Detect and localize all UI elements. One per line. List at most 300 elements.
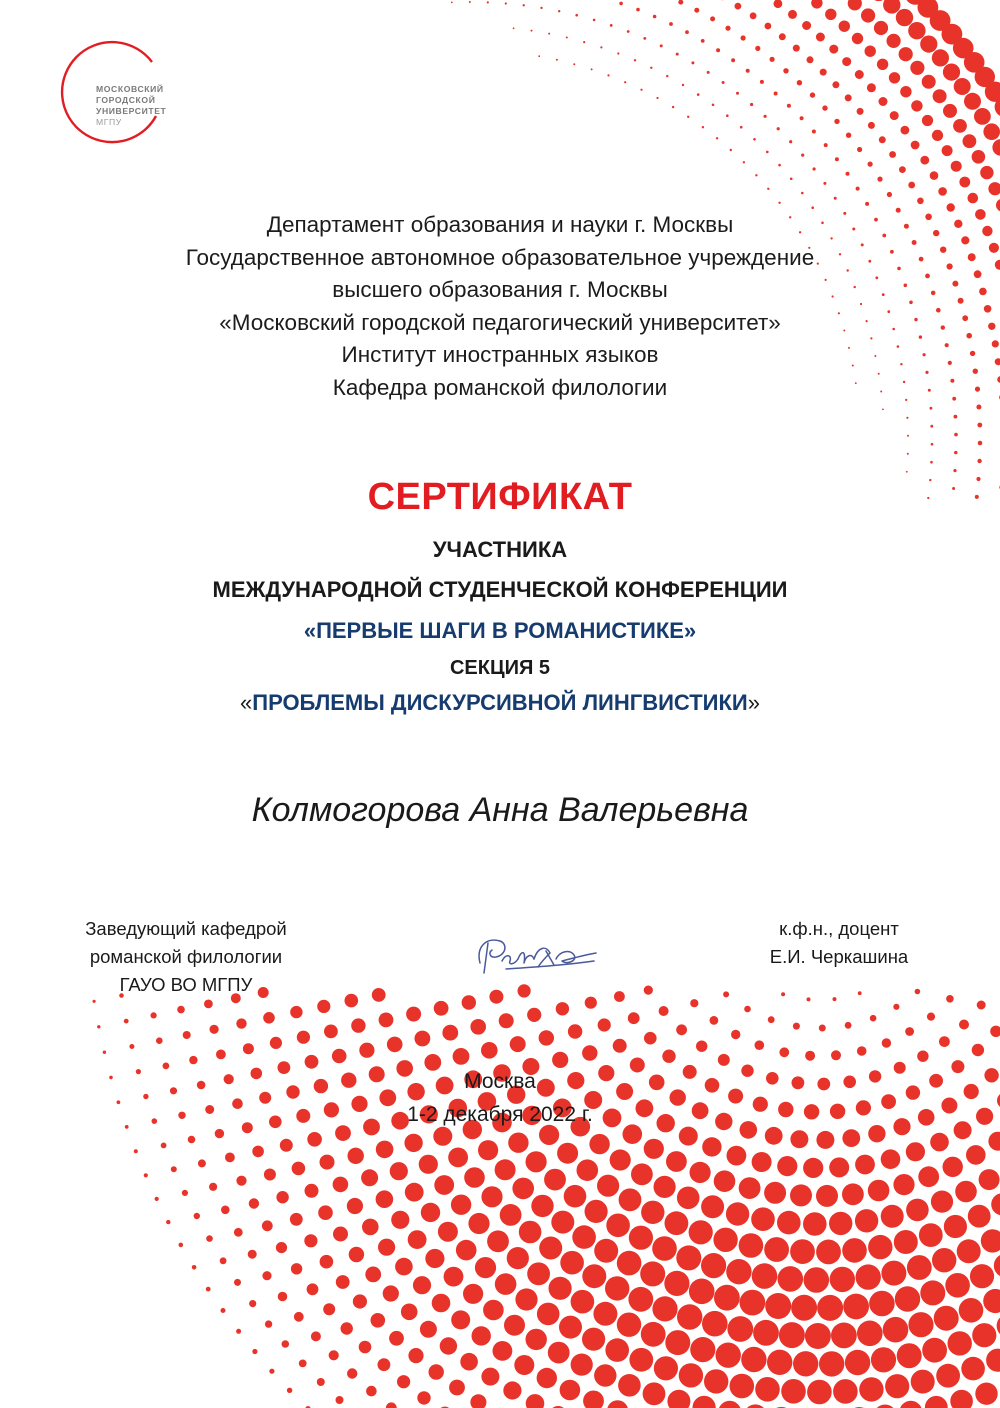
decorative-dot: [803, 1212, 827, 1236]
decorative-dot: [144, 1173, 148, 1177]
decorative-dot: [788, 10, 797, 19]
decorative-dot: [920, 156, 929, 165]
decorative-dot: [702, 1137, 721, 1156]
decorative-dot: [959, 177, 970, 188]
decorative-dot: [636, 8, 640, 12]
decorative-dot: [262, 1271, 271, 1280]
decorative-dot: [918, 1166, 939, 1187]
decorative-dot: [151, 1012, 157, 1018]
decorative-dot: [766, 151, 769, 154]
decorative-dot: [556, 1002, 569, 1015]
decorative-dot: [791, 1295, 817, 1321]
decorative-dot: [216, 1050, 226, 1060]
decorative-dot: [907, 453, 909, 455]
decorative-dot: [899, 166, 906, 173]
decorative-dot: [559, 1316, 582, 1339]
decorative-dot: [820, 69, 827, 76]
decorative-dot: [280, 1139, 293, 1152]
decorative-dot: [716, 137, 718, 139]
decorative-dot: [276, 1242, 287, 1253]
decorative-dot: [610, 24, 613, 27]
decorative-dot: [842, 1183, 864, 1205]
decorative-dot: [676, 1024, 687, 1035]
decorative-dot: [652, 1296, 677, 1321]
decorative-dot: [650, 67, 652, 69]
decorative-dot: [171, 1166, 177, 1172]
decorative-dot: [932, 130, 943, 141]
decorative-dot: [701, 1195, 724, 1218]
decorative-dot: [383, 1285, 399, 1301]
decorative-dot: [225, 1153, 235, 1163]
decorative-dot: [366, 1386, 377, 1397]
decorative-dot: [829, 1212, 852, 1235]
decorative-dot: [644, 1032, 657, 1045]
logo-abbreviation: МГПУ: [96, 117, 122, 127]
decorative-dot: [702, 126, 704, 128]
decorative-dot: [829, 45, 838, 54]
decorative-dot: [206, 1287, 211, 1292]
decorative-dot: [955, 1181, 977, 1203]
decorative-dot: [460, 1353, 478, 1371]
decorative-dot: [560, 1251, 584, 1275]
decorative-dot: [906, 1199, 929, 1222]
decorative-dot: [527, 1262, 550, 1285]
decorative-dot: [869, 1291, 895, 1317]
decorative-dot: [988, 1132, 1000, 1151]
decorative-dot: [660, 44, 663, 47]
decorative-dot: [560, 1380, 581, 1401]
decorative-dot: [777, 1211, 801, 1235]
decorative-dot: [434, 1175, 454, 1195]
decorative-dot: [953, 119, 967, 133]
decorative-dot: [531, 30, 533, 32]
decorative-dot: [606, 1214, 630, 1238]
decorative-dot: [463, 1284, 483, 1304]
decorative-dot: [329, 1350, 339, 1360]
decorative-dot: [852, 33, 863, 44]
decorative-dot: [816, 1185, 838, 1207]
decorative-dot: [641, 1322, 666, 1347]
decorative-dot: [871, 1347, 896, 1372]
decorative-dot: [789, 140, 792, 143]
decorative-dot: [868, 122, 875, 129]
decorative-dot: [489, 990, 503, 1004]
decorative-dot: [577, 1159, 599, 1181]
decorative-dot: [192, 1265, 197, 1270]
decorative-dot: [379, 1013, 394, 1028]
issuer-line: высшего образования г. Москвы: [332, 277, 668, 303]
decorative-dot: [790, 1130, 808, 1148]
decorative-dot: [589, 1134, 609, 1154]
decorative-dot: [726, 114, 729, 117]
decorative-dot: [920, 1280, 945, 1305]
decorative-dot: [712, 104, 715, 107]
decorative-dot: [817, 1295, 843, 1321]
decorative-dot: [899, 47, 913, 61]
decorative-dot: [462, 995, 476, 1009]
decorative-dot: [741, 1347, 766, 1372]
decorative-dot: [526, 1329, 547, 1350]
decorative-dot: [744, 1006, 751, 1013]
decorative-dot: [905, 1027, 914, 1036]
decorative-dot: [390, 1162, 408, 1180]
quote-close: »: [747, 690, 760, 715]
decorative-dot: [930, 461, 933, 464]
decorative-dot: [939, 1036, 950, 1047]
decorative-dot: [831, 1050, 841, 1060]
decorative-dot: [206, 1235, 213, 1242]
decorative-dot: [890, 111, 899, 120]
decorative-dot: [691, 61, 694, 64]
decorative-dot: [362, 1219, 379, 1236]
decorative-dot: [930, 407, 933, 410]
decorative-dot: [731, 1030, 740, 1039]
decorative-dot: [464, 1167, 485, 1188]
decorative-dot: [779, 33, 786, 40]
decorative-dot: [503, 1381, 521, 1399]
decorative-dot: [505, 2, 507, 4]
decorative-dot: [652, 1236, 677, 1261]
issuer-block: [0, 209, 1000, 405]
decorative-dot: [834, 197, 837, 200]
decorative-dot: [922, 115, 933, 126]
decorative-dot: [911, 100, 922, 111]
decorative-dot: [889, 72, 900, 83]
logo-line: МОСКОВСКИЙ: [96, 84, 164, 94]
decorative-dot: [943, 1157, 963, 1177]
decorative-dot: [307, 1283, 319, 1295]
decorative-dot: [425, 1249, 444, 1268]
decorative-dot: [690, 1162, 711, 1183]
decorative-dot: [495, 1159, 516, 1180]
decorative-dot: [716, 1343, 741, 1368]
decorative-dot: [539, 1030, 554, 1045]
decorative-dot: [336, 1396, 344, 1404]
decorative-dot: [931, 1191, 953, 1213]
decorative-dot: [959, 1298, 984, 1323]
decorative-dot: [790, 178, 793, 181]
decorative-dot: [662, 1050, 675, 1063]
decorative-dot: [188, 1136, 196, 1144]
decorative-dot: [585, 1200, 608, 1223]
decorative-dot: [777, 127, 780, 130]
decorative-dot: [977, 459, 981, 463]
decorative-dot: [617, 52, 619, 54]
decorative-dot: [774, 0, 783, 8]
decorative-dot: [845, 1022, 852, 1029]
section-number: СЕКЦИЯ 5: [449, 657, 551, 679]
decorative-dot: [725, 26, 730, 31]
decorative-dot: [644, 986, 653, 995]
decorative-dot: [842, 57, 851, 66]
decorative-dot: [515, 1288, 537, 1310]
decorative-dot: [882, 1038, 891, 1047]
decorative-dot: [781, 992, 785, 996]
decorative-dot: [395, 1258, 413, 1276]
decorative-dot: [189, 1056, 197, 1064]
decorative-dot: [770, 57, 775, 62]
decorative-dot: [810, 92, 815, 97]
decorative-dot: [767, 1350, 792, 1375]
decorative-dot: [378, 1358, 391, 1371]
decorative-dot: [594, 1364, 616, 1386]
decorative-dot: [97, 1025, 100, 1028]
decorative-dot: [752, 1152, 772, 1172]
decorative-dot: [793, 1351, 818, 1376]
decorative-dot: [347, 1368, 357, 1378]
decorative-dot: [487, 1230, 509, 1252]
decorative-dot: [908, 22, 925, 39]
decorative-dot: [656, 97, 658, 99]
decorative-dot: [182, 1190, 188, 1196]
decorative-dot: [472, 1326, 491, 1345]
decorative-dot: [341, 1322, 353, 1334]
decorative-dot: [845, 1350, 870, 1375]
decorative-dot: [832, 81, 839, 88]
decorative-dot: [391, 1211, 409, 1229]
decorative-dot: [917, 198, 924, 205]
decorative-dot: [349, 1247, 364, 1262]
decorative-dot: [665, 1211, 689, 1235]
issuer-line: Институт иностранных языков: [341, 342, 659, 368]
decorative-dot: [857, 1046, 867, 1056]
decorative-dot: [333, 1227, 348, 1242]
decorative-dot: [813, 167, 816, 170]
decorative-dot: [997, 1314, 1000, 1338]
decorative-dot: [628, 1287, 653, 1312]
decorative-dot: [701, 1253, 726, 1278]
decorative-dot: [687, 116, 689, 118]
position-line: Заведующий кафедрой: [85, 918, 287, 939]
decorative-dot: [807, 997, 811, 1001]
decorative-dot: [915, 989, 921, 995]
decorative-dot: [640, 1261, 665, 1286]
decorative-dot: [889, 151, 896, 158]
decorative-dot: [323, 1303, 335, 1315]
decorative-dot: [317, 1378, 325, 1386]
decorative-dot: [564, 1185, 587, 1208]
decorative-dot: [950, 1390, 973, 1408]
decorative-dot: [779, 1322, 805, 1348]
decorative-dot: [879, 97, 888, 106]
decorative-dot: [713, 1228, 737, 1252]
decorative-dot: [823, 182, 826, 185]
decorative-dot: [605, 1338, 629, 1362]
decorative-dot: [519, 1221, 542, 1244]
decorative-dot: [607, 74, 609, 76]
decorative-dot: [304, 1234, 317, 1247]
decorative-dot: [736, 92, 739, 95]
decorative-dot: [907, 1255, 932, 1280]
decorative-dot: [857, 1321, 883, 1347]
decorative-dot: [124, 1019, 129, 1024]
decorative-dot: [979, 1169, 1000, 1190]
decorative-dot: [877, 177, 882, 182]
decorative-dot: [548, 33, 550, 35]
decorative-dot: [469, 1, 471, 3]
decorative-dot: [408, 1230, 427, 1249]
logo-text: [96, 84, 206, 128]
decorative-dot: [438, 1222, 458, 1242]
decorative-dot: [778, 202, 780, 204]
decorative-dot: [797, 80, 802, 85]
decorative-dot: [676, 53, 679, 56]
decorative-dot: [548, 1342, 570, 1364]
decorative-dot: [922, 75, 936, 89]
decorative-dot: [234, 1228, 243, 1237]
decorative-dot: [822, 105, 827, 110]
decorative-dot: [954, 433, 958, 437]
decorative-dot: [722, 81, 725, 84]
decorative-dot: [345, 994, 359, 1008]
decorative-dot: [714, 1170, 736, 1192]
decorative-dot: [179, 1243, 184, 1248]
decorative-dot: [248, 1250, 257, 1259]
decorative-dot: [753, 1320, 779, 1346]
decorative-dot: [944, 1215, 967, 1238]
decorative-dot: [696, 1041, 707, 1052]
decorative-dot: [434, 1001, 449, 1016]
decorative-dot: [974, 108, 991, 125]
decorative-dot: [790, 1184, 812, 1206]
decorative-dot: [634, 59, 636, 61]
decorative-dot: [556, 59, 558, 61]
decorative-dot: [676, 1245, 701, 1270]
decorative-dot: [906, 1142, 925, 1161]
decorative-dot: [317, 1000, 330, 1013]
decorative-dot: [930, 1133, 949, 1152]
decorative-dot: [893, 1004, 899, 1010]
decorative-dot: [523, 4, 525, 6]
decorative-dot: [500, 1204, 522, 1226]
decorative-dot: [740, 1290, 766, 1316]
decorative-dot: [887, 192, 892, 197]
decorative-dot: [324, 1025, 338, 1039]
section-title: [0, 690, 1000, 716]
decorative-dot: [166, 1220, 170, 1224]
decorative-dot: [920, 36, 937, 53]
decorative-dot: [856, 1264, 881, 1289]
handwritten-signature: [466, 925, 602, 981]
decorative-dot: [376, 1141, 394, 1159]
decorative-dot: [714, 1285, 740, 1311]
decorative-dot: [487, 1, 489, 3]
decorative-dot: [290, 1213, 303, 1226]
decorative-dot: [618, 1374, 641, 1397]
decorative-dot: [666, 1151, 687, 1172]
decorative-dot: [874, 21, 888, 35]
decorative-dot: [896, 9, 913, 26]
decorative-dot: [910, 61, 924, 75]
decorative-dot: [895, 1286, 920, 1311]
decorative-dot: [610, 1149, 631, 1170]
decorative-dot: [707, 71, 710, 74]
decorative-dot: [833, 997, 837, 1001]
conference-type: МЕЖДУНАРОДНОЙ СТУДЕНЧЕСКОЙ КОНФЕРЕНЦИИ: [212, 577, 788, 602]
decorative-dot: [404, 1134, 422, 1152]
decorative-dot: [408, 1348, 423, 1363]
decorative-dot: [493, 1341, 513, 1361]
decorative-dot: [908, 1312, 933, 1337]
decorative-dot: [730, 149, 732, 151]
decorative-dot: [510, 1036, 526, 1052]
city: Москва: [464, 1070, 536, 1093]
decorative-dot: [846, 172, 850, 176]
decorative-dot: [557, 1143, 578, 1164]
decorative-dot: [221, 1206, 230, 1215]
decorative-dot: [198, 1159, 206, 1167]
decorative-dot: [544, 1169, 566, 1191]
signatory-name: Е.И. Черкашина: [769, 946, 909, 967]
decorative-dot: [155, 1197, 159, 1201]
decorative-dot: [954, 451, 957, 454]
decorative-dot: [644, 1139, 664, 1159]
decorative-dot: [865, 202, 869, 206]
decorative-dot: [994, 1254, 1000, 1278]
decorative-dot: [451, 1310, 470, 1329]
decorative-dot: [727, 1316, 753, 1342]
decorative-dot: [857, 147, 862, 152]
decorative-dot: [755, 174, 757, 176]
decorative-dot: [640, 89, 642, 91]
decorative-dot: [252, 1349, 257, 1354]
decorative-dot: [824, 143, 828, 147]
decorative-dot: [831, 1323, 857, 1349]
decorative-dot: [481, 1368, 499, 1386]
decorative-dot: [906, 417, 908, 419]
decorative-dot: [93, 1000, 96, 1003]
decorative-dot: [726, 1259, 751, 1284]
decorative-dot: [804, 1267, 830, 1293]
decorative-dot: [677, 1304, 702, 1329]
decorative-dot: [857, 108, 864, 115]
decorative-dot: [415, 1031, 431, 1047]
decorative-dot: [571, 1290, 595, 1314]
decorative-dot: [930, 425, 933, 428]
decorative-dot: [704, 1369, 728, 1393]
decorative-dot: [440, 1337, 457, 1354]
decorative-dot: [972, 1044, 984, 1056]
decorative-dot: [848, 0, 862, 10]
decorative-dot: [583, 41, 585, 43]
decorative-dot: [943, 104, 957, 118]
decorative-dot: [983, 123, 1000, 140]
decorative-dot: [290, 1006, 302, 1018]
decorative-dot: [538, 55, 540, 57]
decorative-dot: [932, 49, 949, 66]
decorative-dot: [919, 1223, 943, 1247]
decorative-dot: [966, 1145, 986, 1165]
decorative-dot: [401, 1304, 418, 1321]
participant-name: Колмогорова Анна Валерьевна: [251, 791, 749, 829]
decorative-dot: [264, 1169, 276, 1181]
decorative-dot: [624, 81, 626, 83]
decorative-dot: [597, 1175, 619, 1197]
decorative-dot: [294, 1312, 304, 1322]
decorative-dot: [800, 116, 804, 120]
decorative-dot: [900, 86, 911, 97]
decorative-dot: [320, 1155, 335, 1170]
decorative-dot: [514, 1355, 534, 1375]
decorative-dot: [768, 1016, 775, 1023]
decorative-dot: [252, 1146, 264, 1158]
decorative-dot: [598, 1018, 611, 1031]
decorative-dot: [938, 187, 947, 196]
decorative-dot: [593, 19, 596, 22]
decorative-dot: [617, 1313, 641, 1337]
decorative-dot: [526, 1394, 545, 1408]
decorative-dot: [963, 134, 977, 148]
